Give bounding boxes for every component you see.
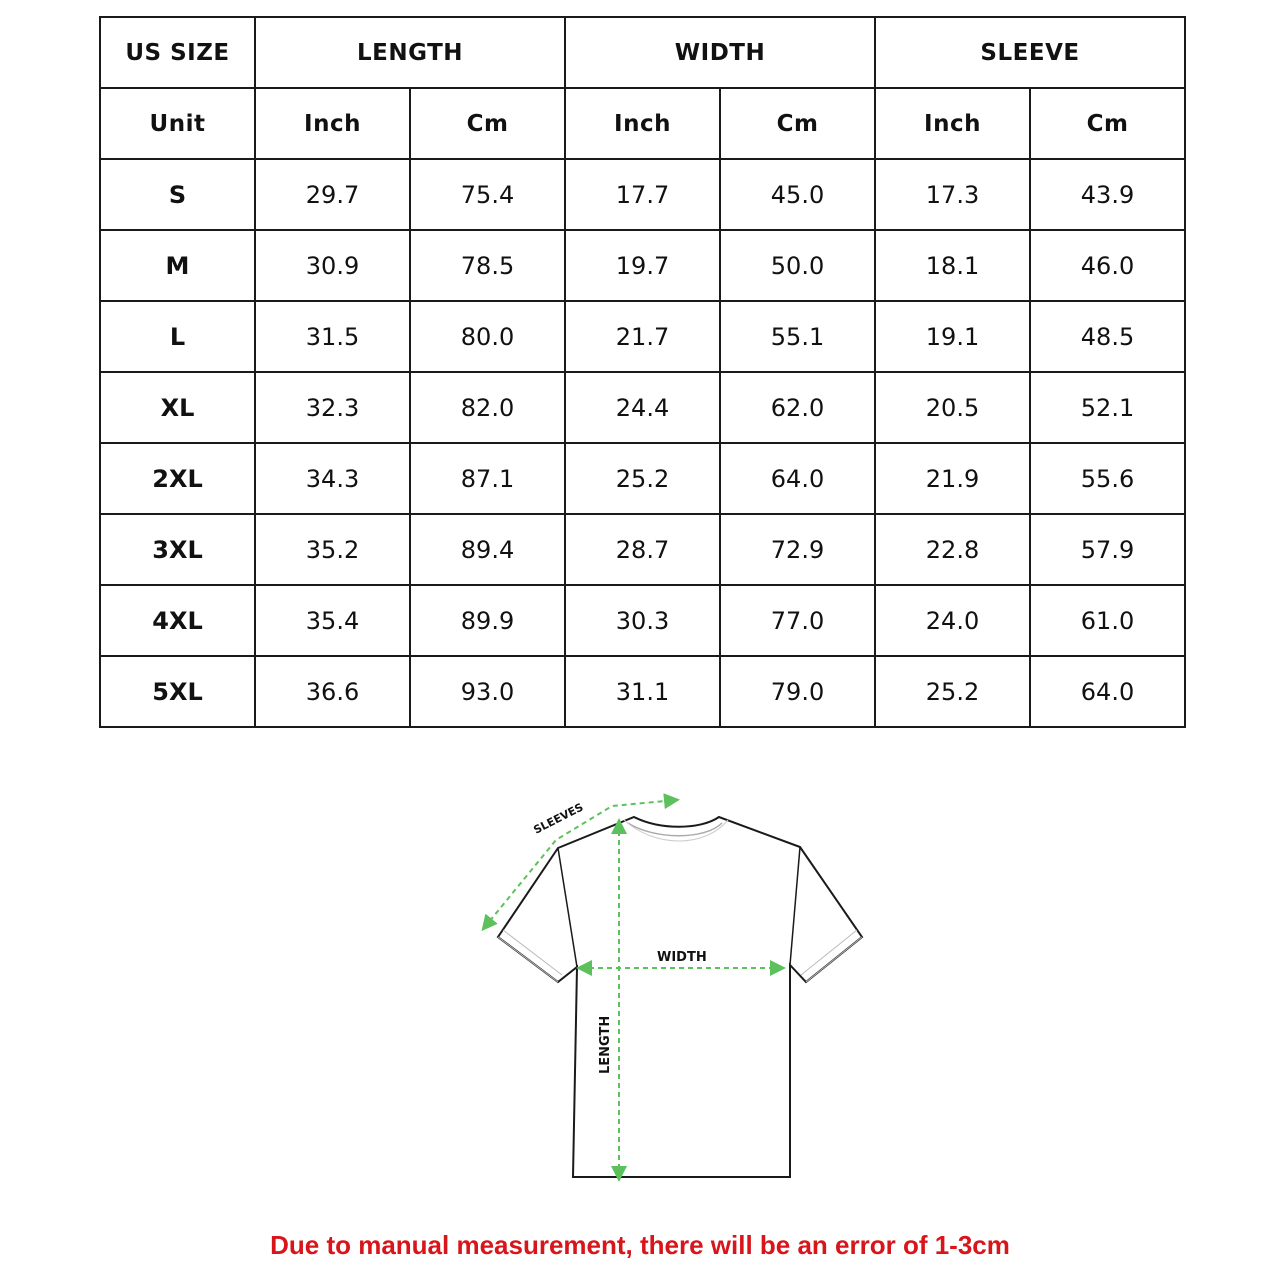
measurement-cell: 55.1 [720, 301, 875, 372]
unit-cell: Inch [565, 88, 720, 159]
table-row [100, 372, 1185, 443]
measurement-cell: 24.0 [875, 585, 1030, 656]
size-label: L [100, 301, 255, 372]
size-label: XL [100, 372, 255, 443]
measurement-cell: 89.4 [410, 514, 565, 585]
table-row [100, 230, 1185, 301]
measurement-cell: 93.0 [410, 656, 565, 727]
measurement-cell: 89.9 [410, 585, 565, 656]
length-label: LENGTH [598, 1015, 613, 1074]
measurement-cell: 35.4 [255, 585, 410, 656]
table-row [100, 301, 1185, 372]
measurement-cell: 36.6 [255, 656, 410, 727]
measurement-cell: 52.1 [1030, 372, 1185, 443]
measurement-cell: 64.0 [1030, 656, 1185, 727]
length-header: LENGTH [255, 17, 565, 88]
measurement-note: Due to manual measurement, there will be an error of 1-3cm [270, 1230, 1010, 1260]
group-header-row [100, 17, 1185, 88]
tshirt-diagram [470, 790, 880, 1190]
measurement-cell: 45.0 [720, 159, 875, 230]
measurement-cell: 75.4 [410, 159, 565, 230]
measurement-cell: 34.3 [255, 443, 410, 514]
unit-cell: Cm [1030, 88, 1185, 159]
measurement-cell: 21.7 [565, 301, 720, 372]
unit-cell: Inch [875, 88, 1030, 159]
measurement-cell: 35.2 [255, 514, 410, 585]
measurement-cell: 78.5 [410, 230, 565, 301]
measurement-cell: 48.5 [1030, 301, 1185, 372]
measurement-cell: 17.3 [875, 159, 1030, 230]
tshirt-outline [498, 817, 862, 1177]
measurement-cell: 21.9 [875, 443, 1030, 514]
measurement-cell: 43.9 [1030, 159, 1185, 230]
measurement-cell: 17.7 [565, 159, 720, 230]
table-row [100, 159, 1185, 230]
measurement-cell: 18.1 [875, 230, 1030, 301]
unit-cell: Cm [410, 88, 565, 159]
size-chart-table [99, 16, 1186, 728]
measurement-cell: 31.5 [255, 301, 410, 372]
measurement-cell: 19.7 [565, 230, 720, 301]
measurement-cell: 22.8 [875, 514, 1030, 585]
measurement-cell: 50.0 [720, 230, 875, 301]
measurement-cell: 82.0 [410, 372, 565, 443]
measurement-cell: 30.3 [565, 585, 720, 656]
measurement-cell: 87.1 [410, 443, 565, 514]
measurement-cell: 32.3 [255, 372, 410, 443]
us-size-header: US SIZE [100, 17, 255, 88]
measurement-cell: 31.1 [565, 656, 720, 727]
table-row [100, 443, 1185, 514]
size-label: 3XL [100, 514, 255, 585]
table-row [100, 514, 1185, 585]
unit-cell: Inch [255, 88, 410, 159]
size-label: 5XL [100, 656, 255, 727]
table-row [100, 656, 1185, 727]
measurement-cell: 25.2 [565, 443, 720, 514]
measurement-cell: 77.0 [720, 585, 875, 656]
unit-label: Unit [100, 88, 255, 159]
measurement-cell: 79.0 [720, 656, 875, 727]
measurement-cell: 19.1 [875, 301, 1030, 372]
size-label: 4XL [100, 585, 255, 656]
sleeve-header: SLEEVE [875, 17, 1185, 88]
measurement-cell: 25.2 [875, 656, 1030, 727]
measurement-cell: 80.0 [410, 301, 565, 372]
measurement-cell: 24.4 [565, 372, 720, 443]
table-row [100, 585, 1185, 656]
unit-row [100, 88, 1185, 159]
size-label: S [100, 159, 255, 230]
measurement-cell: 28.7 [565, 514, 720, 585]
measurement-cell: 29.7 [255, 159, 410, 230]
unit-cell: Cm [720, 88, 875, 159]
size-label: M [100, 230, 255, 301]
measurement-cell: 46.0 [1030, 230, 1185, 301]
width-label: WIDTH [657, 950, 707, 965]
measurement-cell: 20.5 [875, 372, 1030, 443]
width-header: WIDTH [565, 17, 875, 88]
measurement-cell: 64.0 [720, 443, 875, 514]
measurement-cell: 72.9 [720, 514, 875, 585]
measurement-cell: 30.9 [255, 230, 410, 301]
measurement-cell: 61.0 [1030, 585, 1185, 656]
measurement-cell: 57.9 [1030, 514, 1185, 585]
size-label: 2XL [100, 443, 255, 514]
sleeves-label: SLEEVES [531, 800, 586, 837]
measurement-cell: 62.0 [720, 372, 875, 443]
measurement-cell: 55.6 [1030, 443, 1185, 514]
